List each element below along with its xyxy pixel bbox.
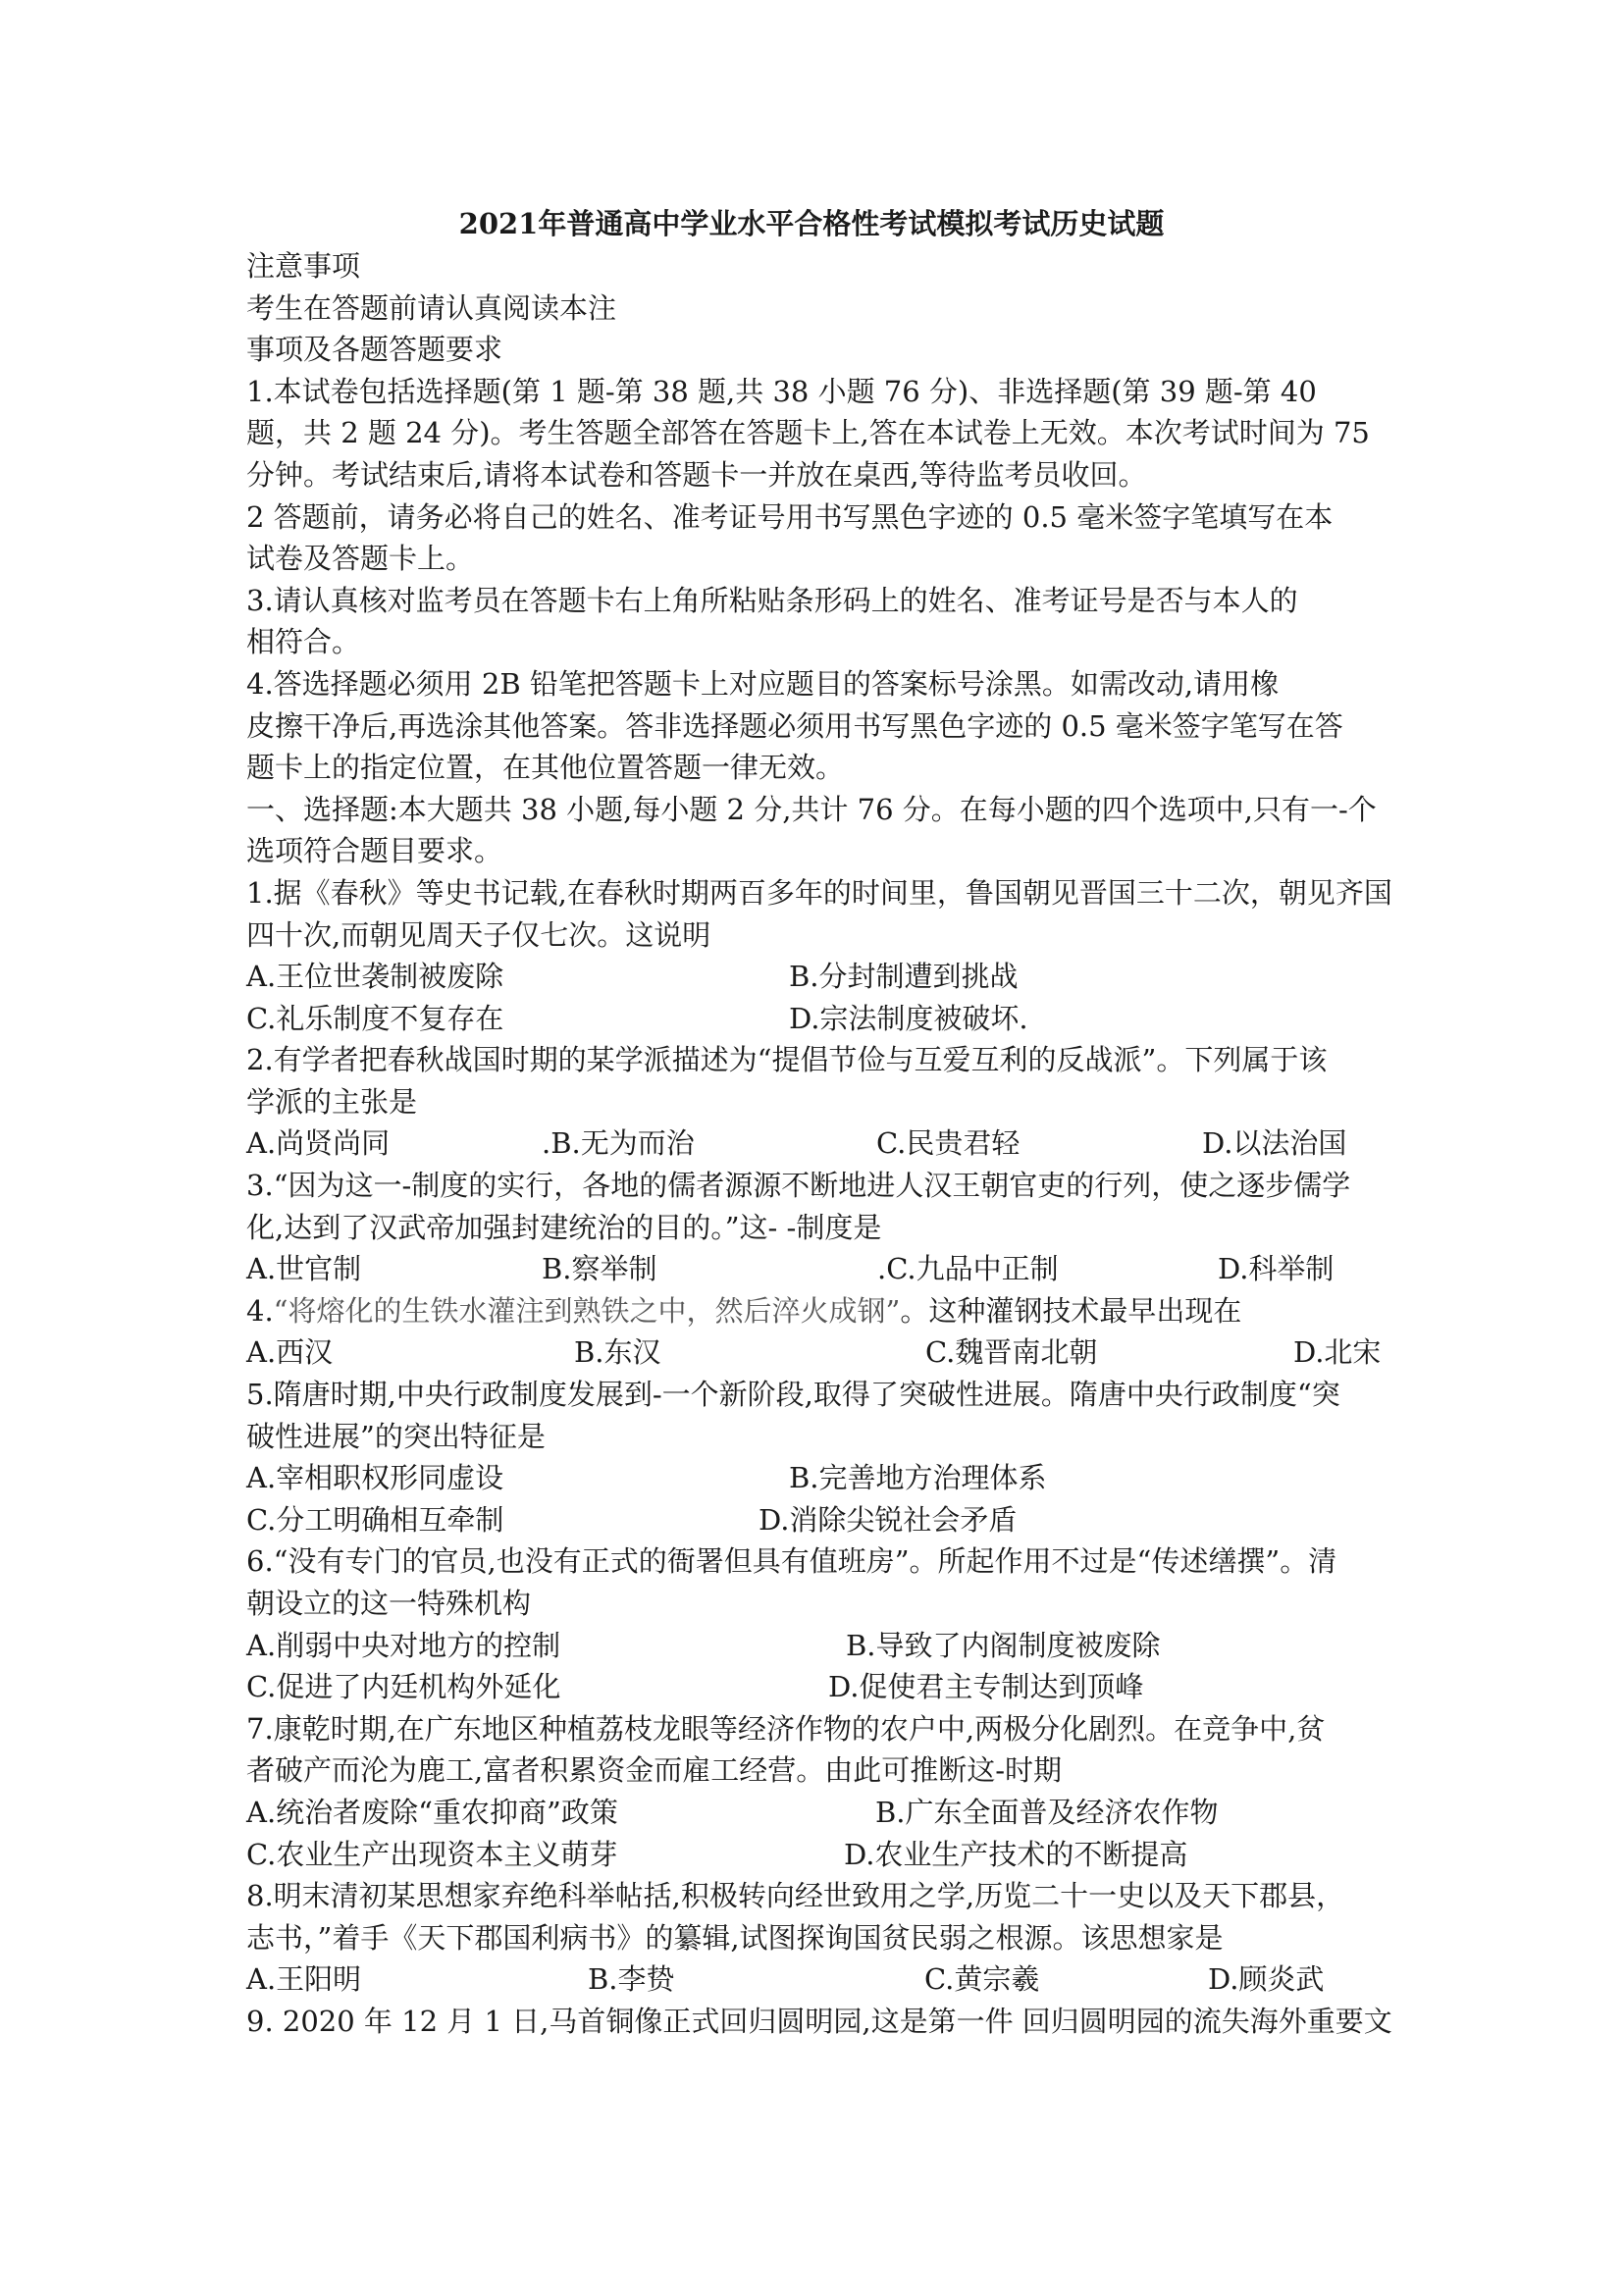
page-title: 2021年普通高中学业水平合格性考试模拟考试历史试题 [458, 207, 1165, 240]
option-c[interactable]: C.黄宗羲 [924, 1962, 1040, 1997]
question-4 [246, 1290, 1394, 1374]
question-7 [246, 1708, 1394, 1875]
option-c[interactable]: C.分工明确相互牵制 [246, 1502, 504, 1537]
options-row [246, 1958, 1394, 2001]
option-c[interactable]: C.民贵君轻 [876, 1126, 1021, 1161]
option-c[interactable]: C.魏晋南北朝 [925, 1335, 1098, 1370]
notice-line: 4.答选择题必须用 2B 铅笔把答题卡上对应题目的答案标号涂黑。如需改动,请用橡 [246, 666, 1280, 701]
question-number: 4. [246, 1293, 274, 1328]
option-b[interactable]: .B.无为而治 [542, 1126, 695, 1161]
question-stem: 四十次,而朝见周天子仅七次。这说明 [246, 917, 711, 952]
question-stem: 2.有学者把春秋战国时期的某学派描述为“提倡节俭与互爱互利的反战派”。下列属于该 [246, 1043, 1328, 1077]
question-stem: 1.据《春秋》等史书记载,在春秋时期两百多年的时间里，鲁国朝见晋国三十二次，朝见齐国 [246, 875, 1392, 910]
option-a[interactable]: A.削弱中央对地方的控制 [246, 1628, 561, 1662]
option-a[interactable]: A.宰相职权形同虚设 [246, 1461, 504, 1495]
question-stem: 朝设立的这一特殊机构 [246, 1587, 532, 1620]
notice-line: 题，共 2 题 24 分)。考生答题全部答在答题卡上,答在本试卷上无效。本次考试时间为 75 [246, 416, 1370, 450]
options-row [246, 1248, 1394, 1290]
question-3 [246, 1165, 1394, 1290]
question-6 [246, 1540, 1394, 1707]
question-stem: 6.“没有专门的官员,也没有正式的衙署但具有值班房”。所起作用不过是“传述缮撰”。清 [246, 1544, 1337, 1579]
question-stem: 9. 2020 年 12 月 1 日,马首铜像正式回归圆明园,这是第一件 回归圆明园的流失海外重要文 [246, 2004, 1392, 2038]
question-stem: 志书，”着手《天下郡国利病书》的纂辑,试图探询国贫民弱之根源。该思想家是 [246, 1920, 1224, 1955]
question-8 [246, 1875, 1394, 2001]
option-c[interactable]: C.农业生产出现资本主义萌芽 [246, 1837, 618, 1871]
question-stem: 化,达到了汉武帝加强封建统治的目的。”这- -制度是 [246, 1210, 882, 1244]
section-line: 一、选择题:本大题共 38 小题,每小题 2 分,共计 76 分。在每小题的四个选项中,只有一-个 [246, 792, 1377, 826]
option-b[interactable]: B.察举制 [542, 1252, 657, 1286]
question-stem: 7.康乾时期,在广东地区种植荔枝龙眼等经济作物的农户中,两极分化剧烈。在竞争中,贫 [246, 1711, 1326, 1746]
option-c[interactable]: C.礼乐制度不复存在 [246, 1001, 504, 1035]
options-row [246, 1666, 1394, 1708]
option-b[interactable]: B.分封制遭到挑战 [789, 960, 1019, 994]
option-c[interactable]: C.促进了内廷机构外延化 [246, 1670, 561, 1704]
notice-line: 分钟。考试结束后,请将本试卷和答题卡一并放在桌西,等待监考员收回。 [246, 457, 1147, 492]
option-b[interactable]: B.完善地方治理体系 [789, 1461, 1047, 1495]
question-quote: “将熔化的生铁水灌注到熟铁之中，然后淬火成钢” [273, 1293, 901, 1328]
question-stem: 破性进展”的突出特征是 [246, 1419, 546, 1453]
option-a[interactable]: A.西汉 [246, 1335, 334, 1370]
options-row [246, 956, 1394, 998]
options-row [246, 1331, 1394, 1374]
option-b[interactable]: B.东汉 [574, 1335, 661, 1370]
question-stem: 5.隋唐时期,中央行政制度发展到-一个新阶段,取得了突破性进展。隋唐中央行政制度“突 [246, 1378, 1340, 1412]
option-a[interactable]: A.统治者废除“重农抑商”政策 [246, 1795, 618, 1829]
notice-line: 注意事项 [246, 249, 361, 283]
options-row [246, 1792, 1394, 1834]
notice-line: 相符合。 [246, 625, 361, 659]
notice-line: 题卡上的指定位置，在其他位置答题一律无效。 [246, 751, 845, 785]
option-d[interactable]: D.科举制 [1218, 1252, 1335, 1286]
question-5 [246, 1374, 1394, 1540]
section-line: 选项符合题目要求。 [246, 834, 503, 868]
option-d[interactable]: D.宗法制度被破坏. [789, 1001, 1028, 1035]
notice-line: 试卷及答题卡上。 [246, 542, 475, 576]
options-row [246, 998, 1394, 1040]
option-a[interactable]: A.王阳明 [246, 1962, 362, 1997]
question-stem [246, 1290, 1394, 1332]
question-stem: 3.“因为这一-制度的实行，各地的儒者源源不断地进人汉王朝官吏的行列，使之逐步儒学 [246, 1169, 1351, 1203]
question-stem: 者破产而沦为鹿工,富者积累资金而雇工经营。由此可推断这-时期 [246, 1753, 1063, 1788]
notice-line: 考生在答题前请认真阅读本注 [246, 290, 617, 325]
option-a[interactable]: A.王位世袭制被废除 [246, 960, 504, 994]
exam-content [246, 245, 1394, 2043]
option-a[interactable]: A.尚贤尚同 [246, 1126, 391, 1161]
question-9 [246, 2001, 1394, 2043]
question-stem: 学派的主张是 [246, 1084, 418, 1119]
option-b[interactable]: B.导致了内阁制度被废除 [846, 1628, 1161, 1662]
option-b[interactable]: B.广东全面普及经济农作物 [875, 1795, 1219, 1829]
question-1 [246, 872, 1394, 1039]
option-d[interactable]: D.农业生产技术的不断提高 [844, 1837, 1188, 1871]
notice-line: 1.本试卷包括选择题(第 1 题-第 38 题,共 38 小题 76 分)、非选择题(第 39 题-第 40 [246, 374, 1317, 408]
option-b[interactable]: B.李贽 [588, 1962, 675, 1997]
notice-line: 事项及各题答题要求 [246, 333, 503, 367]
section-heading [246, 789, 1394, 872]
option-d[interactable]: D.顾炎武 [1208, 1962, 1325, 1997]
notice-block [246, 245, 1394, 789]
option-d[interactable]: D.北宋 [1293, 1335, 1382, 1370]
question-2 [246, 1039, 1394, 1165]
notice-line: 2 答题前，请务必将自己的姓名、准考证号用书写黑色字迹的 0.5 毫米签字笔填写在本 [246, 499, 1334, 534]
notice-line: 皮擦干净后,再选涂其他答案。答非选择题必须用书写黑色字迹的 0.5 毫米签字笔写在答 [246, 708, 1343, 743]
option-c[interactable]: .C.九品中正制 [877, 1252, 1059, 1286]
notice-line: 3.请认真核对监考员在答题卡右上角所粘贴条形码上的姓名、准考证号是否与本人的 [246, 583, 1298, 617]
option-d[interactable]: D.促使君主专制达到顶峰 [828, 1670, 1144, 1704]
options-row [246, 1625, 1394, 1667]
options-row [246, 1834, 1394, 1876]
options-row [246, 1122, 1394, 1165]
options-row [246, 1457, 1394, 1499]
question-stem-rest: 。这种灌钢技术最早出现在 [900, 1293, 1242, 1328]
option-a[interactable]: A.世官制 [246, 1252, 362, 1286]
option-d[interactable]: D.以法治国 [1202, 1126, 1347, 1161]
options-row [246, 1499, 1394, 1541]
option-d[interactable]: D.消除尖锐社会矛盾 [759, 1502, 1018, 1537]
question-stem: 8.明末清初某思想家弃绝科举帖括,积极转向经世致用之学,历览二十一史以及天下郡县， [246, 1879, 1345, 1913]
